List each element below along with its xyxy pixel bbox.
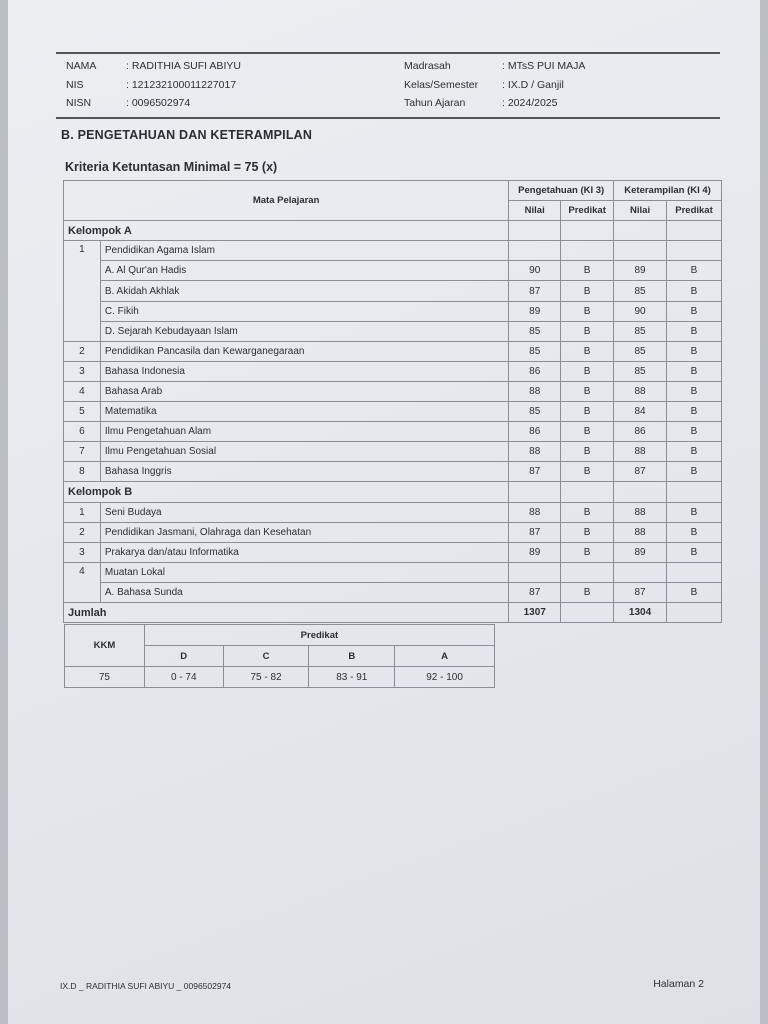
- empty-cell: [561, 221, 614, 241]
- nilai-ki4: 87: [614, 582, 667, 602]
- nilai-ki4: 87: [614, 462, 667, 482]
- info-label: Tahun Ajaran: [404, 97, 466, 110]
- legend-range: 92 - 100: [395, 667, 495, 688]
- page-number: Halaman 2: [653, 978, 704, 990]
- predikat-ki3: B: [561, 422, 614, 442]
- report-page: [8, 0, 760, 1024]
- predikat-ki4: B: [667, 361, 722, 381]
- info-value: : MTsS PUI MAJA: [502, 60, 586, 73]
- table-row: [64, 361, 722, 381]
- subject-name: Seni Budaya: [100, 502, 508, 522]
- header-ki4: Keterampilan (KI 4): [614, 181, 722, 201]
- predikat-ki4: B: [667, 502, 722, 522]
- predikat-ki3: B: [561, 442, 614, 462]
- empty-cell: [509, 482, 561, 502]
- subject-name: Prakarya dan/atau Informatika: [100, 542, 508, 562]
- nilai-ki3: 86: [509, 422, 561, 442]
- predikat-ki3: B: [561, 341, 614, 361]
- total-label: Jumlah: [64, 602, 509, 622]
- header-nilai-ki4: Nilai: [614, 201, 667, 221]
- kkm-title: Kriteria Ketuntasan Minimal = 75 (x): [65, 160, 278, 174]
- nilai-ki4: 84: [614, 402, 667, 422]
- legend-grade: C: [223, 646, 309, 667]
- legend-kkm-label: KKM: [65, 625, 145, 667]
- row-number: 7: [64, 442, 101, 462]
- header-mapel: Mata Pelajaran: [64, 181, 509, 221]
- table-row: [64, 321, 722, 341]
- nilai-ki4: 88: [614, 522, 667, 542]
- predikat-ki4: B: [667, 341, 722, 361]
- table-row: [64, 381, 722, 401]
- header-ki3: Pengetahuan (KI 3): [509, 181, 614, 201]
- header-nilai-ki3: Nilai: [509, 201, 561, 221]
- predikat-ki4: B: [667, 301, 722, 321]
- section-title: B. PENGETAHUAN DAN KETERAMPILAN: [61, 128, 313, 142]
- nilai-ki4: 85: [614, 321, 667, 341]
- empty-cell: [614, 241, 667, 261]
- empty-cell: [509, 562, 561, 582]
- subject-name: Pendidikan Pancasila dan Kewarganegaraan: [100, 341, 508, 361]
- predikat-ki4: B: [667, 422, 722, 442]
- predikat-ki4: B: [667, 582, 722, 602]
- nilai-ki3: 85: [509, 402, 561, 422]
- grades-table: [63, 180, 722, 623]
- nilai-ki3: 89: [509, 542, 561, 562]
- empty-cell: [614, 562, 667, 582]
- nilai-ki3: 87: [509, 462, 561, 482]
- nilai-ki3: 88: [509, 381, 561, 401]
- nilai-ki3: 88: [509, 502, 561, 522]
- info-label: NISN: [66, 97, 92, 110]
- predikat-ki4: B: [667, 542, 722, 562]
- table-row: [64, 261, 722, 281]
- table-row: [64, 281, 722, 301]
- legend-grade: A: [395, 646, 495, 667]
- row-number: 1: [64, 241, 101, 341]
- predikat-ki4: B: [667, 281, 722, 301]
- subject-name: Bahasa Arab: [100, 381, 508, 401]
- legend-range: 83 - 91: [309, 667, 395, 688]
- info-label: Kelas/Semester: [404, 78, 479, 91]
- table-row: [64, 221, 722, 241]
- subject-name: Bahasa Indonesia: [100, 361, 508, 381]
- predikat-ki3: B: [561, 502, 614, 522]
- nilai-ki3: 88: [509, 442, 561, 462]
- footer-identity: IX.D _ RADITHIA SUFI ABIYU _ 0096502974: [60, 981, 232, 991]
- info-value: : 2024/2025: [502, 97, 558, 110]
- total-ki4: 1304: [614, 602, 667, 622]
- empty-cell: [614, 482, 667, 502]
- info-label: Madrasah: [404, 60, 451, 73]
- predikat-ki3: B: [561, 542, 614, 562]
- predikat-ki3: B: [561, 321, 614, 341]
- nilai-ki3: 87: [509, 522, 561, 542]
- empty-cell: [667, 602, 722, 622]
- subject-name: A. Bahasa Sunda: [100, 582, 508, 602]
- info-row: [56, 76, 720, 95]
- predikat-ki3: B: [561, 281, 614, 301]
- nilai-ki4: 90: [614, 301, 667, 321]
- legend-grade: B: [309, 646, 395, 667]
- empty-cell: [667, 482, 722, 502]
- predikat-ki4: B: [667, 321, 722, 341]
- nilai-ki4: 86: [614, 422, 667, 442]
- row-number: 3: [64, 361, 101, 381]
- predikat-ki3: B: [561, 381, 614, 401]
- info-value: : 121232100011227017: [126, 78, 237, 91]
- empty-cell: [561, 241, 614, 261]
- empty-cell: [561, 602, 614, 622]
- subject-name: C. Fikih: [100, 301, 508, 321]
- info-label: NIS: [66, 78, 84, 91]
- legend-predikat-label: Predikat: [144, 625, 494, 646]
- subject-name: B. Akidah Akhlak: [100, 281, 508, 301]
- nilai-ki3: 87: [509, 281, 561, 301]
- row-number: 6: [64, 422, 101, 442]
- table-row: [64, 562, 722, 582]
- nilai-ki4: 88: [614, 381, 667, 401]
- table-row: [64, 482, 722, 502]
- empty-cell: [509, 241, 561, 261]
- predikat-ki4: B: [667, 442, 722, 462]
- nilai-ki3: 87: [509, 582, 561, 602]
- student-info: [56, 52, 720, 119]
- legend-range: 75 - 82: [223, 667, 309, 688]
- row-number: 4: [64, 381, 101, 401]
- predikat-ki3: B: [561, 402, 614, 422]
- nilai-ki3: 85: [509, 321, 561, 341]
- info-row: [56, 94, 720, 113]
- nilai-ki4: 88: [614, 502, 667, 522]
- subject-name: Ilmu Pengetahuan Alam: [100, 422, 508, 442]
- subject-name: Matematika: [100, 402, 508, 422]
- info-value: : RADITHIA SUFI ABIYU: [126, 60, 241, 73]
- legend-range: 0 - 74: [144, 667, 223, 688]
- subject-name: Ilmu Pengetahuan Sosial: [100, 442, 508, 462]
- group-label: Kelompok A: [64, 221, 509, 241]
- nilai-ki4: 89: [614, 542, 667, 562]
- total-ki3: 1307: [509, 602, 561, 622]
- table-row: [64, 341, 722, 361]
- empty-cell: [667, 562, 722, 582]
- predikat-ki4: B: [667, 402, 722, 422]
- nilai-ki4: 85: [614, 361, 667, 381]
- predikat-ki3: B: [561, 361, 614, 381]
- row-number: 1: [64, 502, 101, 522]
- table-row: [64, 301, 722, 321]
- subject-name: Pendidikan Jasmani, Olahraga dan Kesehatan: [100, 522, 508, 542]
- nilai-ki4: 85: [614, 281, 667, 301]
- nilai-ki3: 86: [509, 361, 561, 381]
- table-row: [64, 582, 722, 602]
- row-number: 2: [64, 341, 101, 361]
- predikat-ki3: B: [561, 261, 614, 281]
- table-row: [64, 522, 722, 542]
- legend-kkm-value: 75: [65, 667, 145, 688]
- table-row: [64, 402, 722, 422]
- header-predikat-ki3: Predikat: [561, 201, 614, 221]
- predikat-ki3: B: [561, 582, 614, 602]
- info-row: [56, 57, 720, 76]
- nilai-ki3: 89: [509, 301, 561, 321]
- row-number: 3: [64, 542, 101, 562]
- info-value: : 0096502974: [126, 97, 191, 110]
- empty-cell: [561, 482, 614, 502]
- predikat-ki4: B: [667, 522, 722, 542]
- table-row: [64, 241, 722, 261]
- predikat-ki4: B: [667, 261, 722, 281]
- empty-cell: [614, 221, 667, 241]
- info-label: NAMA: [66, 60, 97, 73]
- subject-name: D. Sejarah Kebudayaan Islam: [100, 321, 508, 341]
- subject-name: Bahasa Inggris: [100, 462, 508, 482]
- subject-name: A. Al Qur'an Hadis: [100, 261, 508, 281]
- row-number: 4: [64, 562, 101, 602]
- empty-cell: [667, 221, 722, 241]
- empty-cell: [561, 562, 614, 582]
- row-number: 2: [64, 522, 101, 542]
- legend-grade: D: [144, 646, 223, 667]
- nilai-ki3: 90: [509, 261, 561, 281]
- table-row: [64, 462, 722, 482]
- table-row: [64, 602, 722, 622]
- nilai-ki4: 88: [614, 442, 667, 462]
- row-number: 5: [64, 402, 101, 422]
- predikat-ki3: B: [561, 462, 614, 482]
- empty-cell: [667, 241, 722, 261]
- subject-name: Muatan Lokal: [100, 562, 508, 582]
- subject-name: Pendidikan Agama Islam: [100, 241, 508, 261]
- table-row: [64, 542, 722, 562]
- predikat-ki3: B: [561, 301, 614, 321]
- info-value: : IX.D / Ganjil: [502, 78, 564, 91]
- header-predikat-ki4: Predikat: [667, 201, 722, 221]
- group-label: Kelompok B: [64, 482, 509, 502]
- predikat-ki3: B: [561, 522, 614, 542]
- predikat-ki4: B: [667, 381, 722, 401]
- nilai-ki3: 85: [509, 341, 561, 361]
- table-row: [64, 422, 722, 442]
- predikat-legend: [64, 624, 495, 688]
- nilai-ki4: 85: [614, 341, 667, 361]
- table-row: [64, 502, 722, 522]
- nilai-ki4: 89: [614, 261, 667, 281]
- table-row: [64, 442, 722, 462]
- row-number: 8: [64, 462, 101, 482]
- predikat-ki4: B: [667, 462, 722, 482]
- empty-cell: [509, 221, 561, 241]
